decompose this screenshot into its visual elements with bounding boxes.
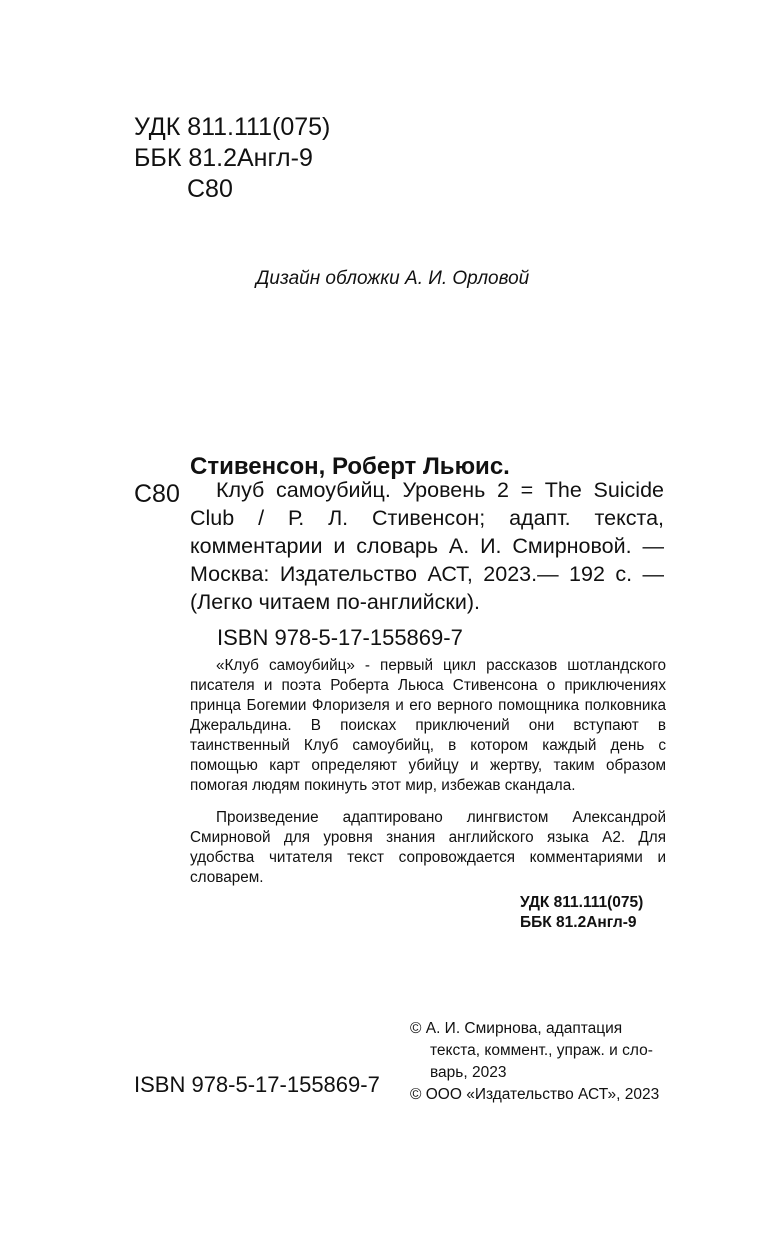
annotation-paragraph-1: «Клуб самоубийц» - первый цикл рассказов шотландского писателя и поэта Роберта Льюса Стивенсона о приключениях принца Богемии Флоризеля и его верного помощника полковника Джеральдина. В поисках приключений они вступают в таинственный Клуб самоубийц, в котором каждый день с помощью карт определяют убийцу и жертву, таким образом помогая людям покинуть этот мир, избежав скандала. bbox=[190, 657, 666, 794]
annotation-paragraph-2: Произведение адаптировано лингвистом Александрой Смирновой для уровня знания английского языка А2. Для удобства читателя текст сопровождается комментариями и словарем. bbox=[190, 809, 666, 886]
author-mark: С80 bbox=[187, 175, 233, 203]
bibliography-description bbox=[190, 476, 664, 616]
bbk-code-bottom: ББК 81.2Англ-9 bbox=[520, 914, 637, 931]
bibliography-text: Клуб самоубийц. Уровень 2 = The Suicide Club / Р. Л. Стивенсон; адапт. текста, комментарии и словарь А. И. Смирновой. — Москва: Издательство АСТ, 2023.— 192 с. — (Легко читаем по-английски). bbox=[190, 478, 664, 614]
classification-block-top bbox=[134, 112, 330, 205]
copyright-adaptation-line-3: варь, 2023 bbox=[430, 1064, 507, 1081]
copyright-block bbox=[410, 1018, 670, 1106]
classification-block-bottom bbox=[520, 893, 643, 933]
bibliography-author-mark: С80 bbox=[134, 480, 180, 508]
copyright-adaptation-line-1: © А. И. Смирнова, адаптация bbox=[410, 1020, 623, 1037]
bbk-code: ББК 81.2Англ-9 bbox=[134, 144, 313, 172]
bibliography-author: Стивенсон, Роберт Льюис. bbox=[190, 453, 510, 480]
cover-design-credit: Дизайн обложки А. И. Орловой bbox=[256, 268, 530, 289]
isbn-footer: ISBN 978-5-17-155869-7 bbox=[134, 1072, 380, 1097]
udk-code: УДК 811.111(075) bbox=[134, 113, 331, 141]
isbn-main: ISBN 978-5-17-155869-7 bbox=[217, 625, 463, 650]
copyright-adaptation-line-2: текста, коммент., упраж. и сло- bbox=[430, 1042, 653, 1059]
udk-code-bottom: УДК 811.111(075) bbox=[520, 894, 644, 911]
copyright-publisher: © ООО «Издательство АСТ», 2023 bbox=[410, 1086, 660, 1103]
